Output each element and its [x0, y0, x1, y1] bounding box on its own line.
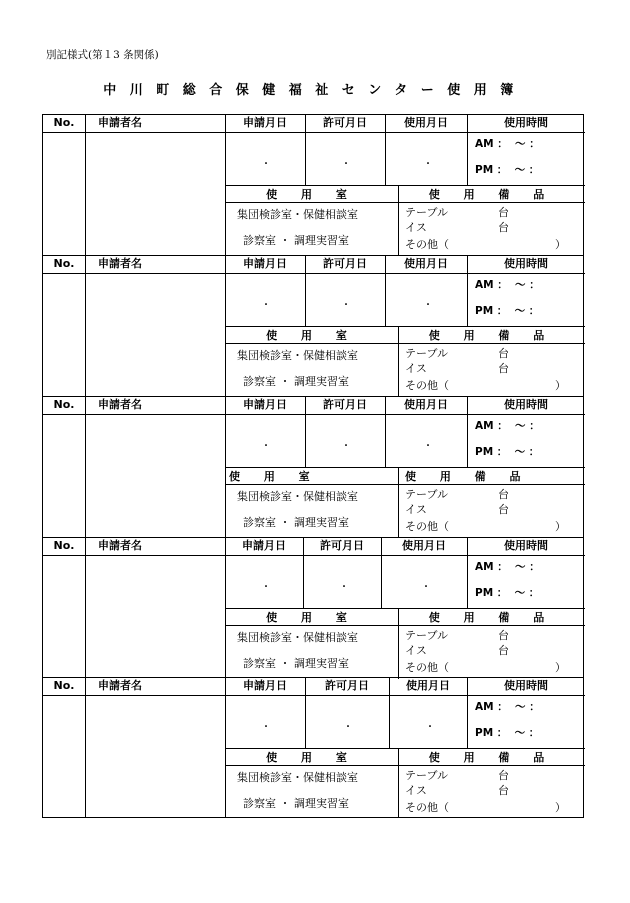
equipment-table-unit: 台: [498, 206, 509, 219]
equipment-table-label: テーブル: [405, 629, 449, 642]
equipment-header: 使 用 備 品: [428, 611, 555, 624]
equipment-table-unit: 台: [498, 769, 509, 782]
equipment-table-label: テーブル: [405, 206, 449, 219]
equipment-other-label: その他（: [405, 661, 449, 674]
permit-date-value: ・: [343, 722, 353, 733]
request-date-value: ・: [261, 300, 271, 311]
time-pm: PM ： 〜 ：: [475, 305, 540, 317]
room-header: 使 用 室: [266, 329, 357, 342]
time-pm: PM ： 〜 ：: [475, 587, 540, 599]
header-request-date: 申請月日: [242, 539, 286, 552]
time-am: AM ： 〜 ：: [475, 561, 540, 573]
permit-date-value: ・: [341, 159, 351, 170]
header-no: No.: [53, 257, 75, 270]
equipment-table-unit: 台: [498, 347, 509, 360]
room-options-1: 集団検診室・保健相談室: [237, 771, 358, 784]
request-date-value: ・: [261, 722, 271, 733]
header-request-date: 申請月日: [243, 398, 287, 411]
time-am: AM ： 〜 ：: [475, 420, 540, 432]
equipment-chair-label: イス: [405, 221, 427, 234]
usage-register-table: [42, 114, 584, 818]
header-use-date: 使用月日: [402, 539, 446, 552]
equipment-header: 使 用 備 品: [428, 329, 555, 342]
entry-block: [42, 255, 584, 396]
time-pm: PM ： 〜 ：: [475, 727, 540, 739]
time-pm: PM ： 〜 ：: [475, 164, 540, 176]
request-date-value: ・: [261, 441, 271, 452]
room-header: 使 用 室: [229, 470, 320, 483]
header-request-date: 申請月日: [243, 257, 287, 270]
header-use-date: 使用月日: [404, 257, 448, 270]
time-am: AM ： 〜 ：: [475, 279, 540, 291]
room-options-1: 集団検診室・保健相談室: [237, 208, 358, 221]
equipment-chair-label: イス: [405, 503, 427, 516]
header-permit-date: 許可月日: [323, 116, 367, 129]
equipment-table-unit: 台: [498, 488, 509, 501]
header-request-date: 申請月日: [243, 679, 287, 692]
room-header: 使 用 室: [266, 611, 357, 624]
header-request-date: 申請月日: [243, 116, 287, 129]
room-options-1: 集団検診室・保健相談室: [237, 349, 358, 362]
room-options-2: 診察室 ・ 調理実習室: [243, 375, 349, 388]
header-applicant: 申請者名: [98, 257, 142, 270]
time-am: AM ： 〜 ：: [475, 701, 540, 713]
equipment-chair-label: イス: [405, 362, 427, 375]
header-use-time: 使用時間: [504, 398, 548, 411]
header-applicant: 申請者名: [98, 539, 142, 552]
entry-block: [42, 537, 584, 678]
room-options-2: 診察室 ・ 調理実習室: [243, 797, 349, 810]
use-date-value: ・: [425, 722, 435, 733]
room-options-2: 診察室 ・ 調理実習室: [243, 516, 349, 529]
header-no: No.: [53, 398, 75, 411]
header-use-date: 使用月日: [404, 116, 448, 129]
header-use-time: 使用時間: [504, 116, 548, 129]
request-date-value: ・: [261, 582, 271, 593]
permit-date-value: ・: [339, 582, 349, 593]
use-date-value: ・: [423, 300, 433, 311]
header-permit-date: 許可月日: [320, 539, 364, 552]
header-use-date: 使用月日: [406, 679, 450, 692]
time-am: AM ： 〜 ：: [475, 138, 540, 150]
equipment-chair-label: イス: [405, 644, 427, 657]
equipment-chair-unit: 台: [498, 221, 509, 234]
header-use-time: 使用時間: [504, 539, 548, 552]
equipment-header: 使 用 備 品: [428, 188, 555, 201]
header-applicant: 申請者名: [98, 679, 142, 692]
header-use-date: 使用月日: [404, 398, 448, 411]
header-permit-date: 許可月日: [323, 398, 367, 411]
header-use-time: 使用時間: [504, 257, 548, 270]
equipment-header: 使 用 備 品: [428, 751, 555, 764]
page-title: 中川町総合保健福祉センター使用簿: [103, 83, 527, 98]
equipment-other-close: ）: [555, 238, 566, 251]
equipment-chair-unit: 台: [498, 644, 509, 657]
room-header: 使 用 室: [266, 188, 357, 201]
header-applicant: 申請者名: [98, 116, 142, 129]
use-date-value: ・: [421, 582, 431, 593]
equipment-other-label: その他（: [405, 801, 449, 814]
room-options-1: 集団検診室・保健相談室: [237, 631, 358, 644]
equipment-other-label: その他（: [405, 379, 449, 392]
permit-date-value: ・: [341, 300, 351, 311]
equipment-table-label: テーブル: [405, 347, 449, 360]
equipment-chair-unit: 台: [498, 362, 509, 375]
request-date-value: ・: [261, 159, 271, 170]
header-permit-date: 許可月日: [325, 679, 369, 692]
form-reference: 別記様式(第１3 条関係): [46, 49, 159, 61]
equipment-table-unit: 台: [498, 629, 509, 642]
entry-block: [42, 114, 584, 255]
equipment-other-close: ）: [555, 801, 566, 814]
equipment-other-close: ）: [555, 379, 566, 392]
permit-date-value: ・: [341, 441, 351, 452]
room-header: 使 用 室: [266, 751, 357, 764]
entry-block: [42, 396, 584, 537]
equipment-table-label: テーブル: [405, 769, 449, 782]
room-options-1: 集団検診室・保健相談室: [237, 490, 358, 503]
equipment-other-label: その他（: [405, 238, 449, 251]
equipment-other-close: ）: [555, 661, 566, 674]
entry-block: [42, 677, 584, 818]
equipment-other-label: その他（: [405, 520, 449, 533]
header-use-time: 使用時間: [504, 679, 548, 692]
equipment-other-close: ）: [555, 520, 566, 533]
room-options-2: 診察室 ・ 調理実習室: [243, 657, 349, 670]
header-no: No.: [53, 116, 75, 129]
equipment-table-label: テーブル: [405, 488, 449, 501]
equipment-chair-unit: 台: [498, 503, 509, 516]
equipment-chair-label: イス: [405, 784, 427, 797]
time-pm: PM ： 〜 ：: [475, 446, 540, 458]
header-applicant: 申請者名: [98, 398, 142, 411]
use-date-value: ・: [423, 159, 433, 170]
equipment-chair-unit: 台: [498, 784, 509, 797]
equipment-header: 使 用 備 品: [405, 470, 531, 483]
use-date-value: ・: [423, 441, 433, 452]
header-permit-date: 許可月日: [323, 257, 367, 270]
header-no: No.: [53, 539, 75, 552]
header-no: No.: [53, 679, 75, 692]
room-options-2: 診察室 ・ 調理実習室: [243, 234, 349, 247]
